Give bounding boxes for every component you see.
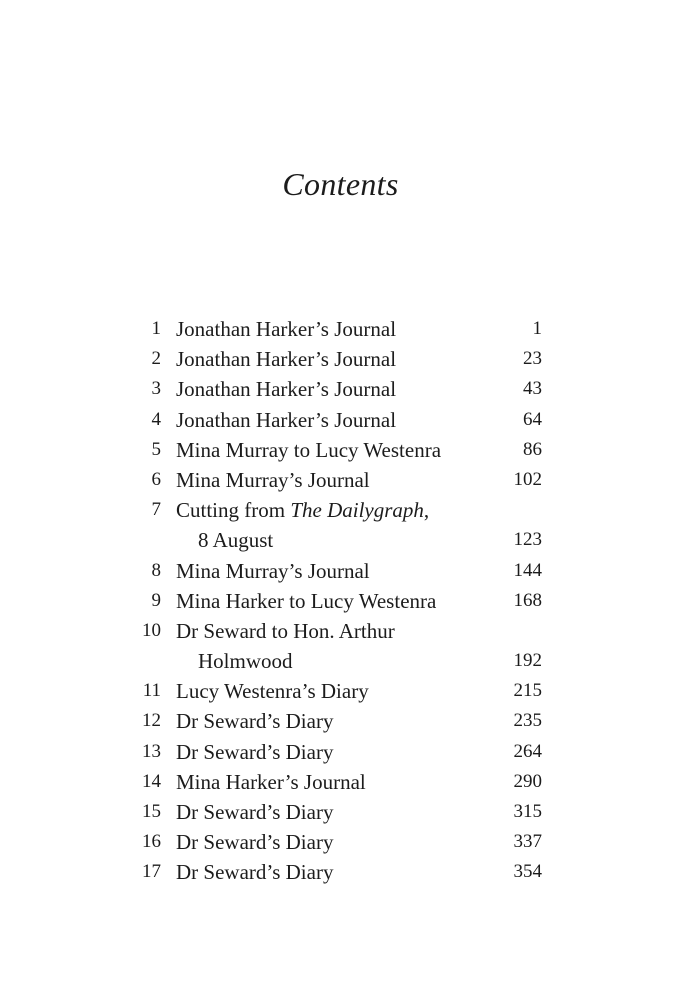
toc-entry-5 xyxy=(128,435,542,465)
page-number: 192 xyxy=(513,650,542,672)
chapter-number: 11 xyxy=(142,680,161,702)
page-number: 86 xyxy=(523,438,542,460)
chapter-title: Mina Murray’s Journal xyxy=(176,558,370,583)
chapter-number: 6 xyxy=(151,468,161,490)
page-number: 1 xyxy=(532,318,542,339)
chapter-number: 17 xyxy=(142,861,161,883)
chapter-title-continued: Holmwood xyxy=(198,649,293,674)
page-number: 315 xyxy=(513,801,542,822)
table-of-contents xyxy=(128,314,542,888)
toc-entry-13 xyxy=(128,737,542,767)
chapter-number: 2 xyxy=(151,348,161,370)
page-title: Contents xyxy=(282,166,399,202)
newspaper-title: The Dailygraph xyxy=(290,498,424,523)
toc-entry-10-continued xyxy=(128,646,542,676)
toc-entry-17 xyxy=(128,857,542,887)
chapter-title-prefix: Cutting from xyxy=(176,498,291,523)
chapter-title: Dr Seward’s Diary xyxy=(176,739,334,764)
toc-entry-6 xyxy=(128,465,542,495)
toc-entry-11 xyxy=(128,676,542,706)
chapter-title: Dr Seward’s Diary xyxy=(176,709,334,734)
toc-entry-14 xyxy=(128,767,542,797)
chapter-number: 3 xyxy=(151,378,161,400)
chapter-number: 16 xyxy=(142,831,161,853)
chapter-number: 14 xyxy=(142,770,161,792)
toc-entry-7 xyxy=(128,495,542,525)
chapter-title: Dr Seward’s Diary xyxy=(176,800,334,824)
page-number: 215 xyxy=(513,680,542,702)
chapter-title: Dr Seward’s Diary xyxy=(176,860,334,885)
chapter-title: Jonathan Harker’s Journal xyxy=(176,377,397,402)
chapter-number: 4 xyxy=(151,408,161,430)
chapter-title-continued: 8 August xyxy=(198,528,274,553)
page-number: 123 xyxy=(513,529,542,551)
toc-entry-15 xyxy=(128,797,542,827)
toc-entry-10 xyxy=(128,616,542,646)
chapter-number: 7 xyxy=(151,499,161,521)
toc-entry-8 xyxy=(128,556,542,586)
toc-entry-3 xyxy=(128,374,542,404)
chapter-title: Dr Seward’s Diary xyxy=(176,830,334,855)
chapter-title: Jonathan Harker’s Journal xyxy=(176,317,397,341)
toc-entry-9 xyxy=(128,586,542,616)
chapter-number: 15 xyxy=(142,801,161,822)
chapter-number: 8 xyxy=(151,559,161,581)
toc-entry-4 xyxy=(128,405,542,435)
page-number: 23 xyxy=(523,348,542,370)
page-number: 235 xyxy=(513,710,542,732)
page-number: 290 xyxy=(513,770,542,792)
chapter-title xyxy=(176,495,429,525)
toc-entry-1 xyxy=(128,314,542,344)
toc-entry-16 xyxy=(128,827,542,857)
chapter-number: 13 xyxy=(142,740,161,762)
chapter-number: 10 xyxy=(142,619,161,641)
chapter-title: Mina Harker’s Journal xyxy=(176,769,366,794)
chapter-title: Lucy Westenra’s Diary xyxy=(176,679,369,704)
page-number: 43 xyxy=(523,378,542,400)
chapter-title: Mina Murray to Lucy Westenra xyxy=(176,437,442,462)
page-number: 144 xyxy=(513,559,542,581)
chapter-title: Mina Harker to Lucy Westenra xyxy=(176,588,437,613)
chapter-number: 1 xyxy=(151,318,161,339)
toc-entry-2 xyxy=(128,344,542,374)
page-number: 354 xyxy=(513,861,542,883)
page-number: 102 xyxy=(513,468,542,490)
chapter-number: 9 xyxy=(151,589,161,611)
toc-entry-12 xyxy=(128,706,542,736)
chapter-title: Mina Murray’s Journal xyxy=(176,467,370,492)
page-number: 337 xyxy=(513,831,542,853)
chapter-number: 12 xyxy=(142,710,161,732)
chapter-number: 5 xyxy=(151,438,161,460)
page-number: 64 xyxy=(523,408,542,430)
chapter-title: Jonathan Harker’s Journal xyxy=(176,347,397,372)
toc-entry-7-continued xyxy=(128,525,542,555)
page-number: 264 xyxy=(513,740,542,762)
chapter-title: Jonathan Harker’s Journal xyxy=(176,407,397,432)
chapter-title: Dr Seward to Hon. Arthur xyxy=(176,618,395,643)
page-number: 168 xyxy=(513,589,542,611)
chapter-title-suffix: , xyxy=(423,498,430,523)
